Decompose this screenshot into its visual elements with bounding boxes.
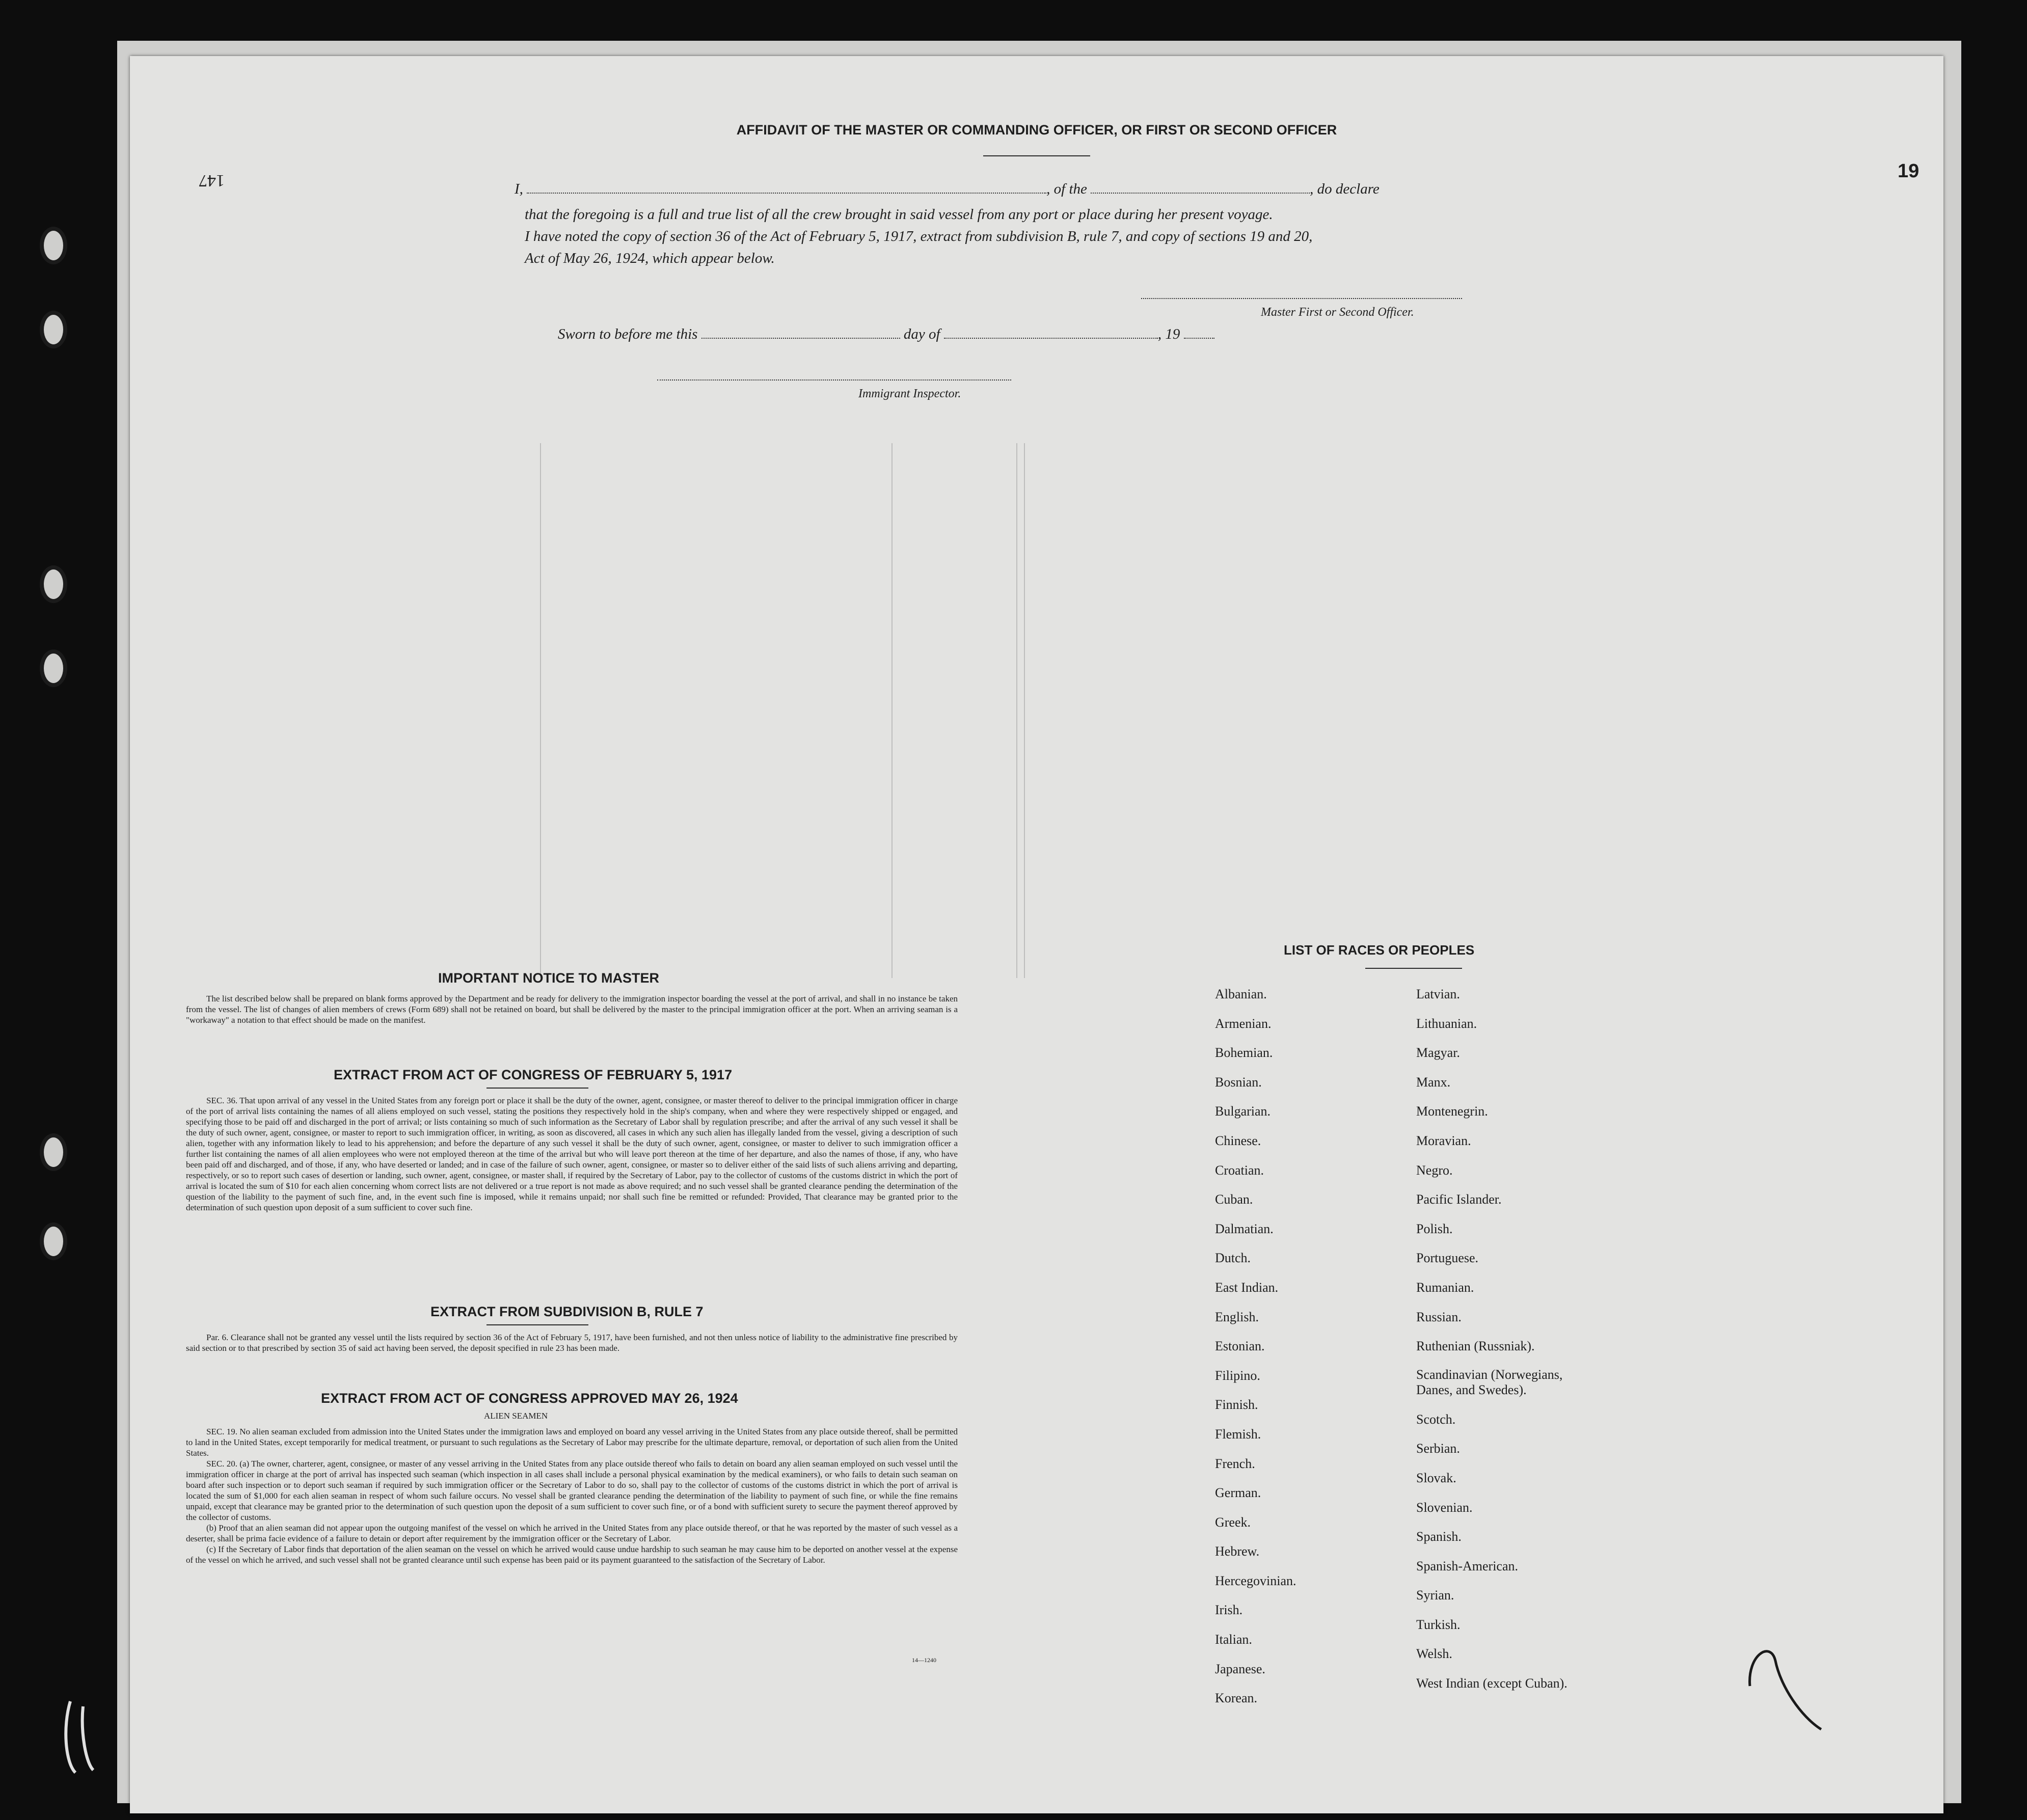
declare-end: , do declare <box>1310 181 1380 197</box>
sworn-day: day of <box>903 326 940 342</box>
race-item: Slovak. <box>1416 1470 1456 1485</box>
race-item: Greek. <box>1215 1514 1251 1530</box>
master-signature-line[interactable] <box>1141 298 1462 299</box>
affidavit-declaration <box>515 181 1635 198</box>
race-item: West Indian (except Cuban). <box>1416 1676 1567 1691</box>
master-signature-label: Master First or Second Officer. <box>1261 306 1414 319</box>
race-item: Pacific Islander. <box>1416 1192 1502 1207</box>
race-item: Portuguese. <box>1416 1251 1479 1266</box>
race-item: Montenegrin. <box>1416 1104 1488 1119</box>
race-item: Magyar. <box>1416 1045 1460 1061</box>
race-item: Armenian. <box>1215 1016 1272 1031</box>
extract-rule7-heading: EXTRACT FROM SUBDIVISION B, RULE 7 <box>430 1304 704 1319</box>
race-item: French. <box>1215 1456 1255 1471</box>
notice-body: The list described below shall be prepared on blank forms approved by the Department and be ready for delivery to the immigration inspector boarding the vessel at the port of arrival, and shall in no instance be taken from the vessel. The list of changes of alien members of crews (Form 689) shall not be retained on board, but shall be delivered by the master to the principal immigration officer at the port. When an arriving seaman is a "workaway" a notation to that effect should be made on the manifest. <box>186 994 958 1025</box>
vessel-blank[interactable] <box>1091 185 1310 194</box>
affidavit-line-2: that the foregoing is a full and true list of all the crew brought in said vessel from any port or place during her present voyage. <box>525 206 1273 223</box>
bleed-through-line <box>540 443 541 978</box>
race-item: German. <box>1215 1485 1261 1501</box>
bleed-through-line <box>1024 443 1025 978</box>
race-item: Hebrew. <box>1215 1544 1260 1559</box>
race-item: Hercegovinian. <box>1215 1573 1296 1588</box>
page-number-right: 19 <box>1898 160 1920 182</box>
race-item: Dalmatian. <box>1215 1221 1274 1236</box>
race-item: Croatian. <box>1215 1162 1264 1178</box>
race-item: Italian. <box>1215 1632 1252 1647</box>
race-item: Syrian. <box>1416 1588 1454 1603</box>
bleed-through-line <box>891 443 893 978</box>
sec20c: (c) If the Secretary of Labor finds that deportation of the alien seaman on the vessel on which he arrived would cause undue hardship to such seaman he may cause him to be deported on another vessel at the expense of the vessel on which he arrived, and such vessel shall not be granted clearance until such expense has been paid or its payment guaranteed to the satisfaction of the Secretary of Labor. <box>186 1544 958 1565</box>
extract-1924-body <box>186 1426 958 1565</box>
race-item: English. <box>1215 1309 1259 1324</box>
margin-handwriting-icon <box>60 1696 106 1778</box>
race-item: Slovenian. <box>1416 1500 1473 1515</box>
sworn-prefix: Sworn to before me this <box>558 326 698 342</box>
binder-hole-icon <box>40 311 67 348</box>
race-item: Bosnian. <box>1215 1074 1262 1090</box>
binder-hole-icon <box>40 227 67 264</box>
extract-1924-heading: EXTRACT FROM ACT OF CONGRESS APPROVED MAY 26, 1924 <box>321 1391 738 1406</box>
race-item: Rumanian. <box>1416 1280 1474 1295</box>
races-heading: LIST OF RACES OR PEOPLES <box>1284 942 1475 958</box>
divider <box>1365 968 1462 969</box>
extract-rule7-body: Par. 6. Clearance shall not be granted any vessel until the lists required by section 36 of the Act of February 5, 1917, have been furnished, and not then unless notice of liability to the administrative fine prescribed by said section or to that prescribed by section 35 of said act having been served, the deposit specified in rule 23 has been made. <box>186 1333 958 1353</box>
affidavit-line-3: I have noted the copy of section 36 of the Act of February 5, 1917, extract from subdivision B, rule 7, and copy of sections 19 and 20, <box>525 228 1313 245</box>
race-item: Scandinavian (Norwegians, Danes, and Swedes). <box>1416 1367 1563 1397</box>
races-right-column <box>1416 980 1630 1698</box>
sec19: SEC. 19. No alien seaman excluded from admission into the United States under the immigration laws and employed on board any vessel arriving in the United States from any place outside thereof, shall be permitted to land in the United States, except temporarily for medical treatment, or pursuant to such regulations as the Secretary of Labor may prescribe for the ultimate departure, removal, or deportation of such alien from the United States. <box>186 1427 958 1458</box>
race-item: Negro. <box>1416 1162 1453 1178</box>
race-item: Spanish-American. <box>1416 1558 1519 1573</box>
race-item: Dutch. <box>1215 1251 1251 1266</box>
sworn-line <box>558 326 1424 343</box>
race-item: Turkish. <box>1416 1617 1461 1632</box>
document-sheet <box>130 56 1943 1813</box>
race-item: Bohemian. <box>1215 1045 1273 1061</box>
extract-1917-heading: EXTRACT FROM ACT OF CONGRESS OF FEBRUARY 5, 1917 <box>334 1067 733 1082</box>
race-item: Welsh. <box>1416 1646 1452 1662</box>
race-item: Bulgarian. <box>1215 1104 1271 1119</box>
race-item: Irish. <box>1215 1602 1243 1618</box>
affidavit-heading: AFFIDAVIT OF THE MASTER OR COMMANDING OFFICER, OR FIRST OR SECOND OFFICER <box>736 122 1337 138</box>
name-blank[interactable] <box>527 185 1046 194</box>
divider <box>487 1088 588 1089</box>
race-item: Flemish. <box>1215 1426 1261 1442</box>
race-item: Latvian. <box>1416 987 1460 1001</box>
affidavit-line-4: Act of May 26, 1924, which appear below. <box>525 250 775 266</box>
inspector-label: Immigrant Inspector. <box>858 387 961 400</box>
race-item: Albanian. <box>1215 987 1267 1001</box>
race-item: Lithuanian. <box>1416 1016 1477 1031</box>
races-left-column <box>1215 980 1393 1713</box>
sworn-month-blank[interactable] <box>944 333 1158 339</box>
check-mark-icon <box>1745 1640 1831 1737</box>
race-item: Filipino. <box>1215 1368 1260 1383</box>
alien-seamen-subheading: ALIEN SEAMEN <box>484 1411 548 1421</box>
race-item: Manx. <box>1416 1074 1451 1090</box>
divider <box>983 155 1090 156</box>
binder-hole-icon <box>40 565 67 603</box>
page-number-left: 147 <box>199 171 225 190</box>
declare-of: , of the <box>1046 181 1087 197</box>
inspector-signature-line[interactable] <box>657 379 1011 381</box>
declare-i: I, <box>515 181 523 197</box>
divider <box>487 1324 588 1325</box>
sec20a: SEC. 20. (a) The owner, charterer, agent, consignee, or master of any vessel arriving in the United States from any place outside thereof who fails to detain on board any alien seaman employed on such vessel until the immigration officer in charge at the port of arrival has inspected such seaman (which inspection in all cases shall include a personal physical examination by the medical examiners), or who fails to detain such seaman on board after such inspection or to deport such seaman if required by such immigration officer or the Secretary of Labor to do so, shall pay to the collector of customs of the customs district in which the port of arrival is located the sum of $1,000 for each alien seaman in respect of whom such failure occurs. No vessel shall be granted clearance pending the determination of the liability to payment of such fine, or while the fine remains unpaid, except that clearance may be granted prior to the determination of such question upon the deposit of a sum sufficient to cover such fine, or of a bond with sufficient surety to secure the payment thereof approved by the collector of customs. <box>186 1459 958 1522</box>
race-item: Serbian. <box>1416 1441 1460 1456</box>
race-item: Polish. <box>1416 1221 1453 1236</box>
form-number: 14—1240 <box>912 1656 936 1664</box>
race-item: East Indian. <box>1215 1280 1279 1295</box>
binder-hole-icon <box>40 1133 67 1171</box>
race-item: Cuban. <box>1215 1192 1253 1207</box>
race-item: Japanese. <box>1215 1661 1265 1676</box>
race-item: Ruthenian (Russniak). <box>1416 1339 1535 1354</box>
notice-heading: IMPORTANT NOTICE TO MASTER <box>438 970 659 986</box>
race-item: Korean. <box>1215 1691 1258 1706</box>
race-item: Scotch. <box>1416 1411 1456 1427</box>
bleed-through-line <box>1016 443 1017 978</box>
race-item: Moravian. <box>1416 1133 1471 1148</box>
race-item: Russian. <box>1416 1309 1462 1324</box>
binder-hole-icon <box>40 649 67 687</box>
race-item: Spanish. <box>1416 1529 1462 1544</box>
sec20b: (b) Proof that an alien seaman did not appear upon the outgoing manifest of the vessel on which he arrived in the United States from any place outside thereof, or that he was reported by the master of such vessel as a deserter, shall be prima facie evidence of a failure to detain or deport after requirement by the immigration officer or the Secretary of Labor. <box>186 1523 958 1543</box>
race-item: Estonian. <box>1215 1339 1265 1354</box>
binder-hole-icon <box>40 1223 67 1260</box>
race-item: Chinese. <box>1215 1133 1261 1148</box>
sworn-year: , 19 <box>1157 326 1180 342</box>
extract-1917-body: SEC. 36. That upon arrival of any vessel in the United States from any foreign port or place it shall be the duty of the owner, agent, consignee, or master thereof to deliver to the principal immigration officer in charge of the port of arrival lists containing the names of all aliens employed on such vessel, stating the positions they respectively hold in the ship's company, when and where they were respectively shipped or engaged, and specifying those to be paid off and discharged in the port of arrival; or lists containing so much of such information as the Secretary of Labor shall by regulation prescribe; and after the arrival of any such vessel it shall be the duty of such owner, agent, consignee, or master to report to such immigration officer, in writing, as soon as discovered, all cases in which any such alien has illegally landed from the vessel, giving a description of such alien, together with any information likely to lead to his apprehension; and before the departure of any such vessel it shall be the duty of such owner, agent, consignee, or master to deliver to such immigration officer a further list containing the names of all alien employees who were not employed thereon at the time of the arrival but who will leave port thereon at the time of her departure, and also the names of those, if any, who have been paid off and discharged, and of those, if any, who have deserted or landed; and in case of the failure of such owner, agent, consignee, or master so to deliver either of the said lists of such aliens arriving and departing, respectively, or so to report such cases of desertion or landing, such owner, agent, consignee, or master shall, if required by the Secretary of Labor, pay to the collector of customs of the customs district in which the port of arrival is located the sum of $10 for each alien concerning whom correct lists are not delivered or a true report is not made as above required; and no such vessel shall be granted clearance pending the determination of the question of the liability to the payment of such fine, and, in the event such fine is imposed, while it remains unpaid; nor shall such fine be remitted or refunded: Provided, That clearance may be granted prior to the determination of such question upon deposit of a sum sufficient to cover such fine. <box>186 1096 958 1212</box>
affidavit-body <box>525 204 1645 269</box>
sworn-date-blank[interactable] <box>701 333 900 339</box>
sworn-year-blank[interactable] <box>1184 333 1214 339</box>
race-item: Finnish. <box>1215 1397 1258 1412</box>
